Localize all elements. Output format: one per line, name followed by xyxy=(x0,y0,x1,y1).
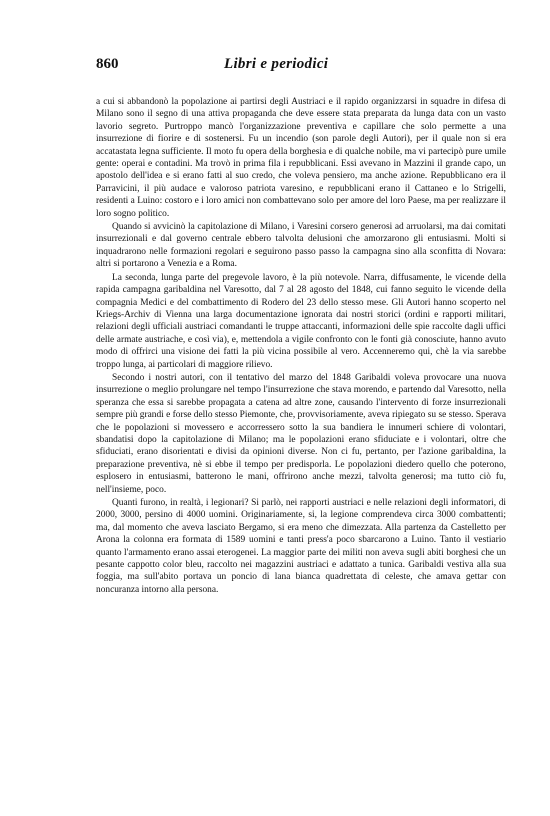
paragraph: a cui si abbandonò la popolazione ai partirsi degli Austriaci e il rapido organizzarsi in squadre in difesa di Milano sono il segno di una attiva propaganda che deve essere stata preparata da lunga data con un vasto lavorio segreto. Purtroppo mancò l'organizzazione preventiva e capillare che solo permette a una insurrezione di fiorire e di sostenersi. Fu un incendio (son parole degli Autori), per il quale non si era accatastata legna sufficiente. Il moto fu opera della borghesia e di qualche nobile, ma vi partecipò pure umile gente: operai e contadini. Ma trovò in prima fila i repubblicani. Essi avevano in Mazzini il grande capo, un apostolo dell'idea e si erano fatti al suo credo, che voleva pensiero, ma anche azione. Repubblicano era il Parravicini, il più audace e valoroso patriota varesino, e repubblicani erano il Cattaneo e lo Strigelli, residenti a Luino: costoro e i loro amici non combattevano solo per amore del loro Paese, ma per realizzare il loro sogno politico. xyxy=(96,97,506,219)
paragraph: Quanti furono, in realtà, i legionari? Si parlò, nei rapporti austriaci e nelle relazioni degli informatori, di 2000, 3000, persino di 4000 uomini. Originariamente, si, la legione comprendeva circa 3000 combattenti; ma, dal momento che aveva lasciato Bergamo, si era meno che dimezzata. Alla partenza da Castelletto per Arona la colonna era formata di 1589 uomini e tanti press'a poco sbarcarono a Luino. Tanto il vestiario quanto l'armamento erano assai eterogenei. La maggior parte dei militi non aveva sugli abiti borghesi che un pesante cappotto color bleu, raccolto nei magazzini austriaci e adattato a tunica. Garibaldi vestiva alla sua foggia, ma sull'abito portava un poncio di lana bianca quadrettata di celeste, che amava gettar con noncuranza intorno alla persona. xyxy=(96,498,506,595)
paragraph: La seconda, lunga parte del pregevole lavoro, è la più notevole. Narra, diffusamente, le vicende della rapida campagna garibaldina nel Varesotto, dal 7 al 28 agosto del 1848, cui fanno seguito le vicende della compagnia Medici e del combattimento di Rodero del 23 dello stesso mese. Gli Autori hanno scoperto nel Kriegs-Archiv di Vienna una larga documentazione ignorata dai nostri storici (ordini e rapporti militari, relazioni degli ufficiali austriaci comandanti le truppe attaccanti, informazioni delle spie raccolte dagli uffici delle armate austriache, e così via), e, mettendola a vigile confronto con le fonti già conosciute, hanno avuto modo di offrirci una visione dei fatti la più vicina possibile al vero. Accenneremo qui, chè la via sarebbe troppo lunga, ai particolari di maggiore rilievo. xyxy=(96,272,506,370)
paragraph: Secondo i nostri autori, con il tentativo del marzo del 1848 Garibaldi voleva provocare una nuova insurrezione o meglio prolungare nel tempo l'insurrezione che stava morendo, e partendo dal Varesotto, nella speranza che essa si sarebbe propagata a catena ad altre zone, causando l'intervento di forze insurrezionali sempre più grandi e forse dello stesso Piemonte, che, provvisoriamente, aveva ripiegato su se stesso. Sperava che le popolazioni si movessero e accorressero sotto la sua bandiera le innumeri schiere di volontari, sbandatisi dopo la capitolazione di Milano; ma le popolazioni erano sfiduciate e i volontari, oltre che sfiduciati, erano disorientati e divisi da opinioni diverse. Non ci fu, pertanto, per l'azione garibaldina, la preparazione preventiva, nè si ebbe il tempo per predisporla. Le popolazioni diedero quello che poterono, esplosero in entusiasmi, batterono le mani, offrirono anche mezzi, talvolta generosi; ma tutto ciò fu, nell'insieme, poco. xyxy=(96,372,506,495)
page-header xyxy=(96,56,506,78)
page-number: 860 xyxy=(96,56,119,72)
running-title: Libri e periodici xyxy=(224,56,329,72)
body-text xyxy=(96,96,506,596)
paragraph: Quando si avvicinò la capitolazione di Milano, i Varesini corsero generosi ad arruolarsi, ma dai comitati insurrezionali e dal governo centrale ebbero talvolta delusioni che amorzarono gli entusiasmi. Molti si inquadrarono nelle formazioni regolari e seguirono passo passo la campagna sino alla sconfitta di Novara: altri si portarono a Venezia e a Roma. xyxy=(96,222,506,270)
